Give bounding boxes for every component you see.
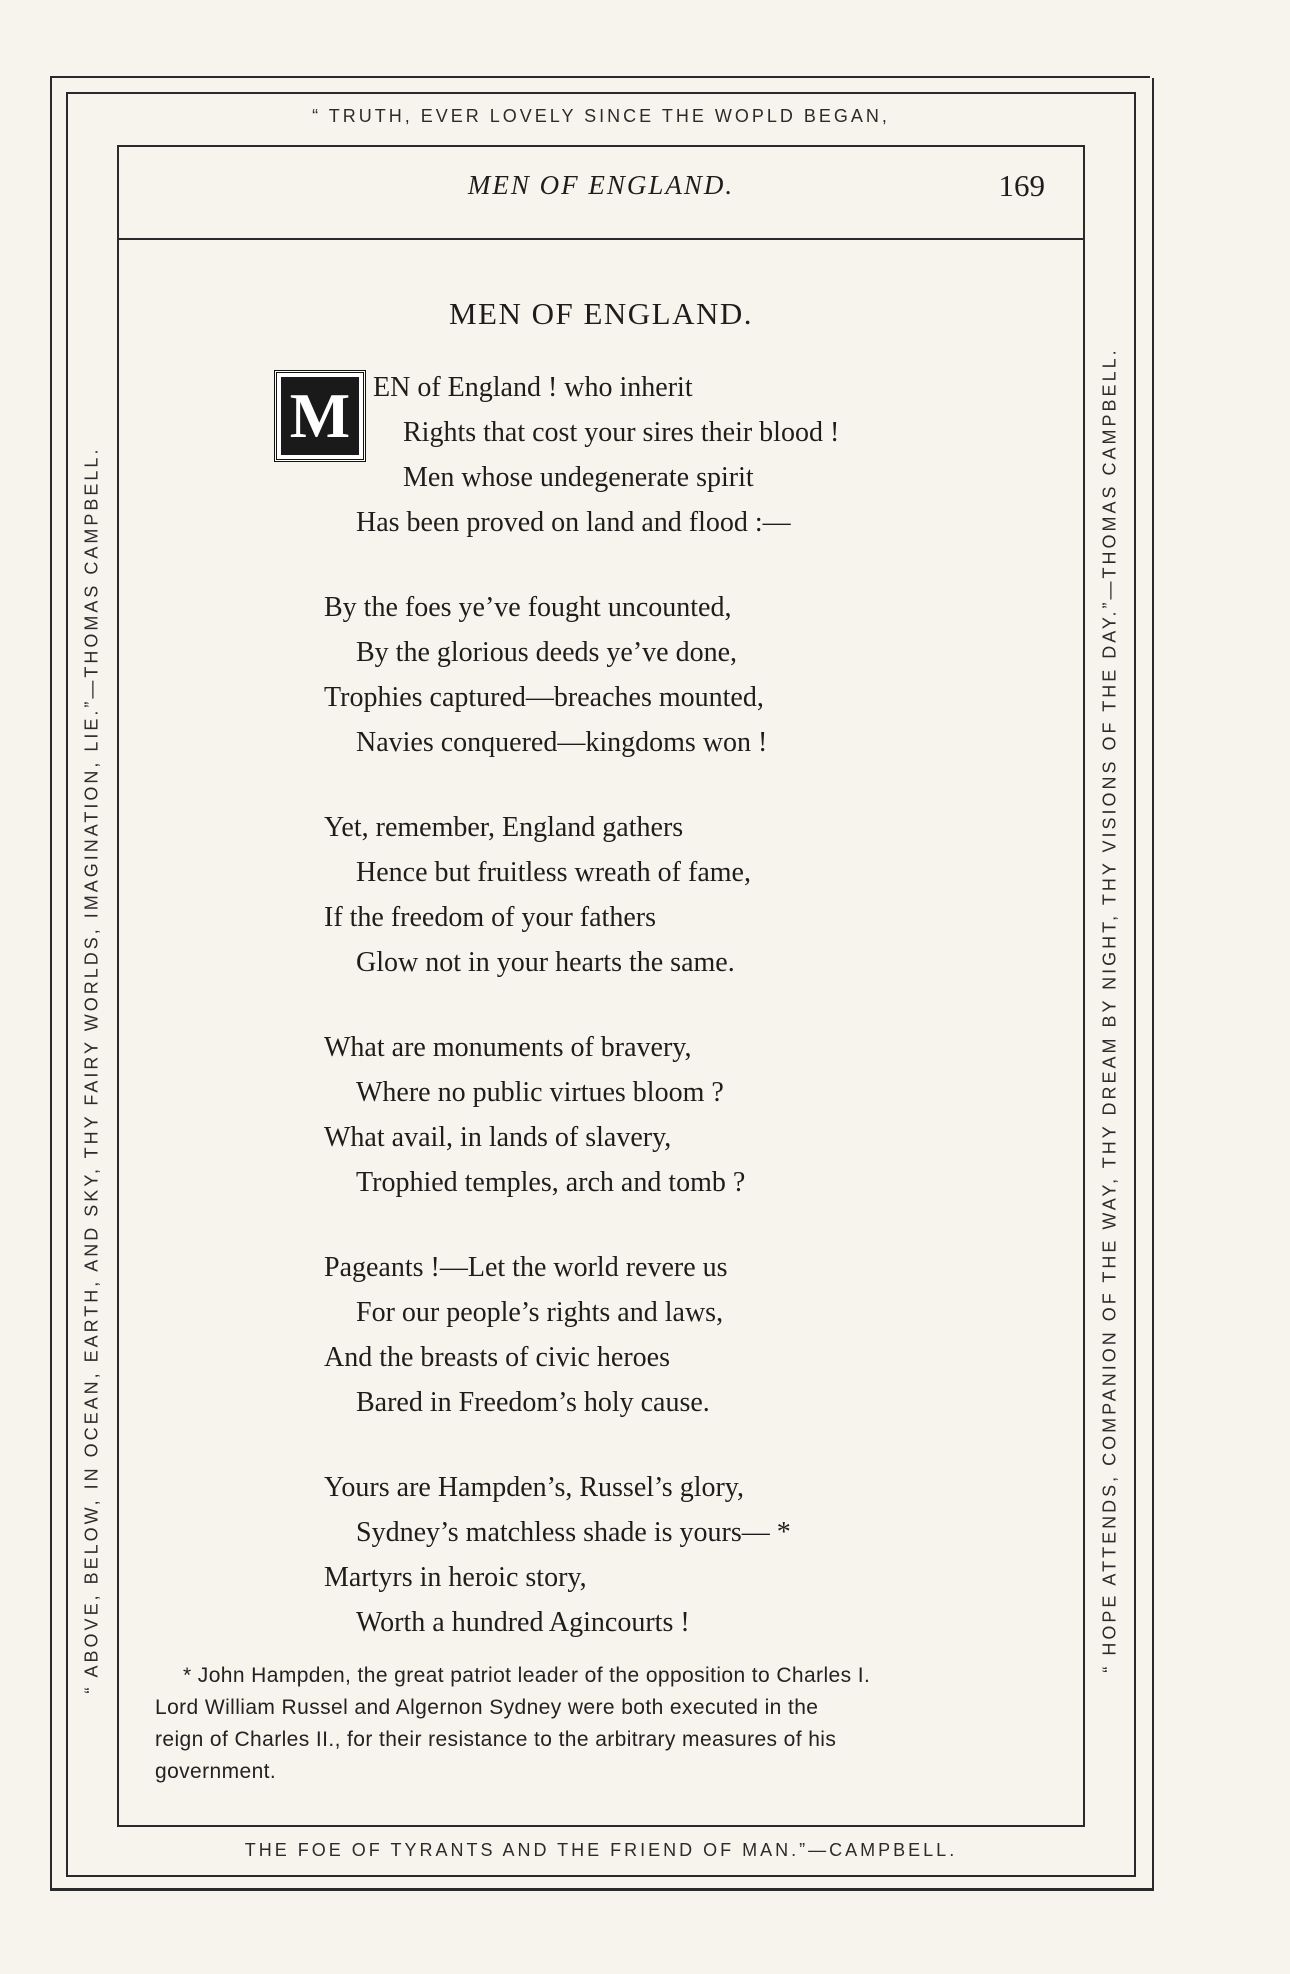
decorated-initial <box>274 370 366 462</box>
poem-line: By the foes ye’ve fought uncounted, <box>324 592 732 623</box>
poem-line: Yours are Hampden’s, Russel’s glory, <box>324 1472 744 1503</box>
footnote-line: * John Hampden, the great patriot leader of the opposition to Charles I. <box>183 1664 871 1687</box>
poem-line: Trophied temples, arch and tomb ? <box>356 1167 746 1198</box>
poem-line: Sydney’s matchless shade is yours— * <box>356 1517 791 1548</box>
poem-line: Men whose undegenerate spirit <box>403 462 754 493</box>
poem-line: Rights that cost your sires their blood ! <box>403 417 840 448</box>
poem-line: Has been proved on land and flood :— <box>356 507 791 538</box>
poem-line: Yet, remember, England gathers <box>324 812 684 843</box>
poem-line: Where no public virtues bloom ? <box>356 1077 724 1108</box>
footnote-line: reign of Charles II., for their resistance to the arbitrary measures of his <box>155 1728 837 1751</box>
page-number: 169 <box>998 168 1045 203</box>
poem-title: MEN OF ENGLAND. <box>448 296 754 331</box>
footnote-line: government. <box>155 1760 277 1783</box>
poem-line: Trophies captured—breaches mounted, <box>324 682 764 713</box>
border-quote-top: “ TRUTH, EVER LOVELY SINCE THE WOPLD BEGAN, <box>312 106 890 126</box>
footnote <box>155 1660 1045 1788</box>
poem-line: EN of England ! who inherit <box>373 372 693 403</box>
poem-line: Worth a hundred Agincourts ! <box>356 1607 690 1638</box>
border-quote-bottom: THE FOE OF TYRANTS AND THE FRIEND OF MAN.”—CAMPBELL. <box>244 1840 958 1860</box>
border-quote-left: “ ABOVE, BELOW, IN OCEAN, EARTH, AND SKY, THY FAIRY WORLDS, IMAGINATION, LIE.”—THOMAS CAMPBELL. <box>81 446 102 1694</box>
footnote-line: Lord William Russel and Algernon Sydney were both executed in the <box>155 1696 819 1719</box>
poem-line: For our people’s rights and laws, <box>356 1297 724 1328</box>
header-rule <box>117 238 1085 240</box>
initial-letter: M <box>281 377 359 455</box>
running-head <box>117 170 1085 220</box>
poem-line: By the glorious deeds ye’ve done, <box>356 637 738 668</box>
poem-line: What are monuments of bravery, <box>324 1032 692 1063</box>
border-quote-right: “ HOPE ATTENDS, COMPANION OF THE WAY, THY DREAM BY NIGHT, THY VISIONS OF THE DAY.”—THOMAS CAMPBELL. <box>1099 347 1120 1673</box>
poem-line: Bared in Freedom’s holy cause. <box>356 1387 710 1418</box>
poem-line: What avail, in lands of slavery, <box>324 1122 672 1153</box>
poem-line: If the freedom of your fathers <box>324 902 656 933</box>
poem-line: And the breasts of civic heroes <box>324 1342 670 1373</box>
running-title: MEN OF ENGLAND. <box>467 170 735 200</box>
poem-line: Navies conquered—kingdoms won ! <box>356 727 768 758</box>
poem-line: Glow not in your hearts the same. <box>356 947 735 978</box>
poem-line: Hence but fruitless wreath of fame, <box>356 857 751 888</box>
poem-line: Martyrs in heroic story, <box>324 1562 587 1593</box>
poem-line: Pageants !—Let the world revere us <box>324 1252 728 1283</box>
